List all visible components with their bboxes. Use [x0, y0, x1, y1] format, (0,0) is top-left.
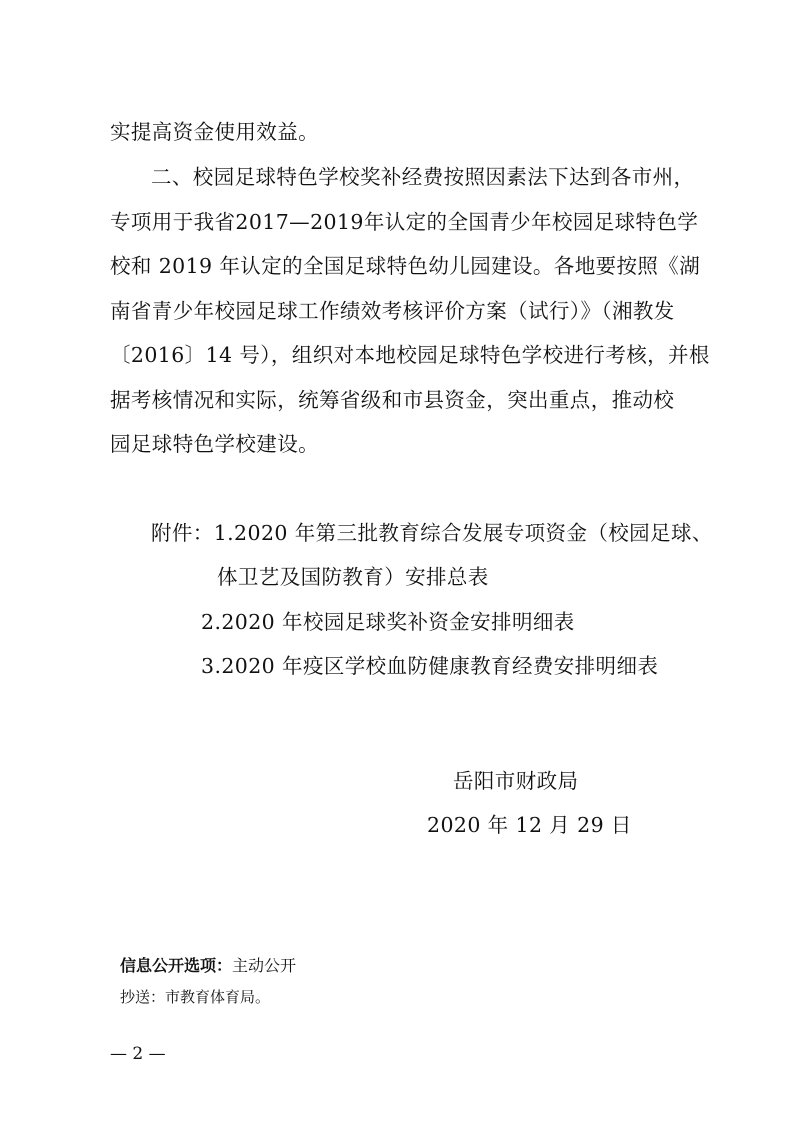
body-line-5: 南省青少年校园足球工作绩效考核评价方案（试行）》（湘教发: [110, 299, 675, 323]
page-number: — 2 —: [110, 1044, 166, 1064]
attachment-label: 附件：: [151, 521, 214, 545]
signature-date: 2020 年 12 月 29 日: [427, 813, 632, 837]
attachment-item-1-line-1: 1.2020 年第三批教育综合发展专项资金（校园足球、: [213, 521, 713, 545]
body-line-4: 校和 2019 年认定的全国足球特色幼儿园建设。各地要按照《湖: [110, 254, 701, 278]
body-line-3: 专项用于我省2017—2019年认定的全国青少年校园足球特色学: [110, 210, 699, 234]
body-line-2: 二、校园足球特色学校奖补经费按照因素法下达到各市州，: [151, 165, 695, 189]
signature-org: 岳阳市财政局: [453, 769, 579, 793]
info-disclosure-value: 主动公开: [232, 956, 297, 975]
attachment-item-2: 2.2020 年校园足球奖补资金安排明细表: [201, 610, 575, 634]
attachment-item-1-line-2: 体卫艺及国防教育）安排总表: [217, 565, 489, 589]
attachment-item-3: 3.2020 年疫区学校血防健康教育经费安排明细表: [201, 654, 659, 678]
info-disclosure-label: 信息公开选项：: [120, 956, 233, 975]
body-line-1: 实提高资金使用效益。: [110, 120, 319, 144]
info-disclosure: [120, 954, 296, 978]
body-line-6: 〔2016〕14 号），组织对本地校园足球特色学校进行考核，并根: [110, 343, 710, 367]
body-line-7: 据考核情况和实际，统筹省级和市县资金，突出重点，推动校: [110, 388, 675, 412]
body-line-8: 园足球特色学校建设。: [110, 432, 319, 456]
attachment-item-1: [151, 519, 713, 547]
cc-line: 抄送：市教育体育局。: [120, 988, 271, 1006]
